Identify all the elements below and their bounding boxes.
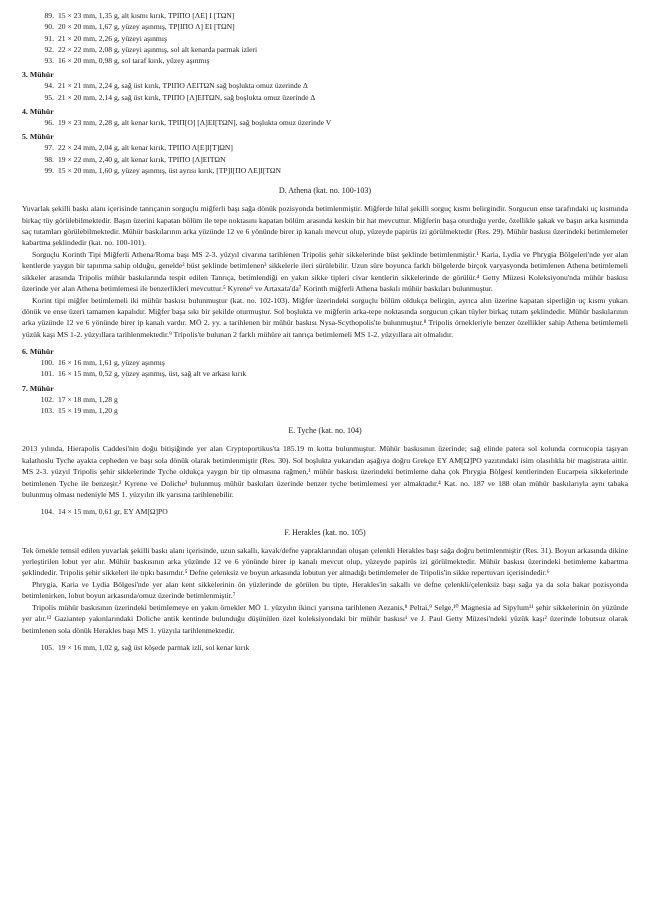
- item-text: 15 × 23 mm, 1,35 g, alt kısmı kırık, ΤΡΙΠΟ [ΛΕ] Ι [ΤΩΝ]: [58, 11, 235, 20]
- item-text: Mühür: [29, 70, 54, 80]
- item-number: 96.: [44, 118, 54, 128]
- item-text: Mühür: [29, 383, 54, 393]
- catalog-list-top: [34, 10, 628, 66]
- catalog-item: [34, 642, 628, 653]
- item-text: 19 × 16 mm, 1,02 g, sağ üst köşede parmak izli, sol kenar kırık: [58, 642, 250, 652]
- item-text: Mühür: [29, 347, 54, 357]
- catalog-item: [34, 405, 628, 416]
- item-number: 98.: [44, 154, 54, 164]
- catalog-list: [34, 506, 628, 517]
- item-number: 3.: [22, 70, 28, 80]
- item-number: 93.: [44, 56, 54, 66]
- section-title-herakles: F. Herakles (kat. no. 105): [284, 527, 366, 537]
- paragraph: 2013 yılında, Hierapolis Caddesi'nin doğu bitişiğinde yer alan Cryptoportikus'ta 185.19 m kotta bulunmuştur. Mühür baskısının üzerinde; sağ elinde patera sol kolunda cornucopia taşıyan kalathoslu Tyche ayakta cepheden ve başı sola dönük olarak betimlenmiştir (Res. 30). Sol boşlukta yukarıdan aşağıya doğru Grekçe ΕΥ ΑΜ[Ω]ΡΟ yazıtındaki isim olasılıkla bir magistrata aittir. MS 2-3. yüzyıl Tripolis şehir sikkelerinde Tyche oldukça yaygın bir tip olmasına rağmen,¹ mühür baskısı üzerindeki betimleme daha çok Phrygia Bölgesi kentlerinden Eucarpeia sikkelerinde betimlenen Tyche ile benzeşir.² Kyrene ve Doliche³ bulunmuş mühür baskıları üzerinde benzer tyche betimlemesi yer almaktadır.⁴ Kat. no. 187 ve 188 olan mühür baskılarıyla aynı tabaka bulunmuş olması nedeniyle MS 1. yüzyılın ilk yarısına tarihlenebilir.: [22, 444, 628, 499]
- item-text: Mühür: [29, 107, 54, 117]
- item-number: 103.: [40, 406, 54, 416]
- item-number: 6.: [22, 347, 28, 357]
- item-text: Mühür: [29, 132, 54, 142]
- seal-group: [22, 69, 628, 103]
- catalog-item: [34, 368, 628, 379]
- catalog-item: [34, 117, 628, 128]
- catalog-item: [34, 394, 628, 405]
- paragraph: Phrygia, Karia ve Lydia Bölgesi'nde yer alan kent sikkelerinin ön yüzlerinde de görülen bu tipte, Herakles'in sakallı ve defne çelenkli/çelenksiz başı sağa ya da sola bakar pozisyonda betimlenirken, lobut boyun arkasında/omuz üzerinde betimlenmiştir.⁷: [22, 579, 628, 601]
- item-text: 21 × 20 mm, 2,14 g, sağ üst kırık, ΤΡΙΠΟ [Λ]ΕΙΤΩΝ, sağ boşlukta omuz üzerinde Δ: [58, 92, 316, 102]
- seal-group-title: [22, 106, 628, 117]
- paragraph: Yuvarlak şekilli baskı alanı içerisinde tanrıçanın sorguçlu miğferli başı sağa dönük pozisyonda betimlenmiştir. Miğferde hilal şekilli sorguç kısmı belirgindir. Sorgucun ense tarafındaki uç kısmında birkaç tüy görülebilmektedir. Başın üzerini kapatan bölüm ile tepe noktasını kapatan bölüm arasında keskin bir hat mevcuttur. Miğferin başa oturduğu yerde, özellikle şakak ve başın arka kısmında saç tutamları görülebilmektedir. Mühür baskılarının arka yüzünde 12 ve 6 yönünde birer ip kanalı mevcut olup, yüzeyde papirüs izi görülmektedir (Res. 29). Mühür baskısı üzerindeki betimlemeler kabartma şeklindedir (kat. no. 100-101).: [22, 204, 628, 248]
- item-number: 101.: [40, 369, 54, 379]
- catalog-list: [34, 642, 628, 653]
- seal-group-title: [22, 383, 628, 394]
- item-number: 104.: [40, 507, 54, 517]
- item-text: 14 × 15 mm, 0,61 gr, ΕΥ ΑΜ[Ω]ΡΟ: [58, 507, 168, 517]
- catalog-item: [34, 21, 628, 32]
- catalog-item: [34, 357, 628, 368]
- item-text: 19 × 23 mm, 2,28 g, alt kenar kırık, ΤΡΙΠ[Ο] [Λ]ΕΙ[ΤΩΝ], sağ boşlukta omuz üzerinde V: [58, 118, 332, 128]
- catalog-item: [34, 44, 628, 55]
- document-page: [22, 10, 628, 653]
- item-number: 7.: [22, 383, 28, 393]
- item-number: 4.: [22, 107, 28, 117]
- item-number: 94.: [44, 81, 54, 91]
- catalog-item: [34, 154, 628, 165]
- item-number: 89.: [44, 11, 54, 20]
- paragraph: Sorguçlu Korinth Tipi Miğferli Athena/Roma başı MS 2-3. yüzyıl civarına tarihlenen Tripolis şehir sikkelerinde büst şeklinde betimlenmiştir.¹ Karia, Lydia ve Phrygia Bölgeleri'nde yer alan kentlerde yaygın bir tapınma sahip olduğu, genelde² büst şeklinde betimlenen³ sikkelerle ileri sürülebilir. Uzun süre boyunca farklı bölgelerde birçok varyasyonda betimlenen Athena betimlemeli sikkeler arasında Tripolis mühür baskılarında tespit edilen Tanrıça, betimlendiği en yakın sikke tipleri civar kentlerin sikkelerinde de görülür.⁴ Getty Müzesi Koleksiyonu'nda mühür baskısı üzerinde yer alan Athena betimlemesi ile benzerlikleri mevcuttur.⁵ Kyrene⁶ ve Artaxata'da⁷ Korinth miğferli Athena baskılı mühür baskıları bulunmuştur.: [22, 249, 628, 294]
- section-title-tyche: E. Tyche (kat. no. 104): [288, 426, 362, 436]
- item-text: 16 × 16 mm, 1,61 g, yüzey aşınmış: [58, 358, 165, 368]
- catalog-item: [34, 92, 628, 103]
- seal-group-title: [22, 131, 628, 142]
- item-text: 17 × 18 mm, 1,28 g: [58, 394, 118, 404]
- item-number: 99.: [44, 165, 54, 175]
- seal-group: [22, 106, 628, 128]
- seal-group: [22, 383, 628, 417]
- item-number: 92.: [44, 44, 54, 54]
- item-text: 22 × 24 mm, 2,04 g, alt kenar kırık, ΤΡΙΠΟ Λ[Ε]Ι[Τ]ΩΝ]: [58, 143, 233, 153]
- item-text: 21 × 21 mm, 2,24 g, sağ üst kırık, ΤΡΙΠΟ ΛΕΙΤΩΝ sağ boşlukta omuz üzerinde Δ: [58, 81, 308, 91]
- seal-group: [22, 131, 628, 176]
- catalog-item: [34, 506, 628, 517]
- item-number: 95.: [44, 92, 54, 102]
- item-text: 21 × 20 mm, 2,26 g, yüzeyi aşınmış: [58, 33, 167, 43]
- item-number: 105.: [40, 642, 54, 652]
- seal-group-title: [22, 69, 628, 80]
- section-title-athena: D. Athena (kat. no. 100-103): [278, 186, 372, 196]
- catalog-item: [34, 33, 628, 44]
- catalog-item: [34, 55, 628, 66]
- seal-group-title: [22, 346, 628, 357]
- item-number: 102.: [40, 394, 54, 404]
- paragraph: Tripolis mühür baskısının üzerindeki betimlemeye en yakın örnekler MÖ 1. yüzyılın ikinci yarısına tarihlenen Aezanis,⁸ Peltai,⁹ Selge,¹⁰ Magnesia ad Sipylum¹¹ şehir sikkelerinin ön yüzünde yer alır.¹² Gaziantep yakınlarındaki Doliche antik kentinde bulunduğu düşünülen özel koleksiyondaki bir mühür baskısı¹ ve J. Paul Getty Müzesi'ndeki yüzük kaşı² üzerinde lobutsuz olarak betimlenen sola dönük Herakles başı MS 1. yüzyıla tarihlenmektedir.: [22, 602, 628, 635]
- item-text: 15 × 20 mm, 1,60 g, yüzey aşınmış, üst ayrısı kırık, [ΤΡ]Ι[ΠΟ ΛΕ]Ι[ΤΩΝ: [58, 165, 282, 175]
- item-text: 16 × 15 mm, 0,52 g, yüzey aşınmış, üst, sağ alt ve arkası kırık: [58, 369, 247, 379]
- catalog-item: [34, 165, 628, 176]
- item-text: 22 × 22 mm, 2,08 g, yüzeyi aşınmış, sol alt kenarda parmak izleri: [58, 44, 258, 54]
- item-number: 97.: [44, 143, 54, 153]
- catalog-item: [34, 142, 628, 153]
- item-number: 91.: [44, 33, 54, 43]
- paragraph: Korint tipi miğfer betimlemeli iki mühür baskısı bulunmuştur (kat. no. 102-103). Miğfer üzerindeki sorguçlu bölüm oldukça belirgin, ayrıca alın üzerine kapatan siperliğin uç kısmı yukarı dönük ve ense üzeri tamamen kapalıdır. Miğfer başa sıkı bir şekilde oturmuştur. Sol boşlukta ve miğferin arka-tepe noktasında sorgucun çıkan tüyler birkaç tutam şeklindedir. Mühür baskılarının arka yüzünde 12 ve 6 yönünde birer ip kanalı vardır. MÖ 2. yy. a tarihlenen bir mühür baskısı Nysa-Scythopolis'te bulunmuştur.⁸ Tripolis örnekleriyle benzer özellikler sahip Athena betimlemeli yüzük kaşı MS 1-2. yüzyıllara tarihlenmektedir.⁹ Tripolis'te bulunan 2 farklı mühüre ait tanrıça betimlemeli MS 1-2. yüzyıllara ait olmalıdır.: [22, 295, 628, 339]
- item-text: 15 × 19 mm, 1,20 g: [58, 406, 118, 416]
- catalog-item: [34, 80, 628, 91]
- paragraph: Tek örnekle temsil edilen yuvarlak şekilli baskı alanı içerisinde, uzun sakallı, kavak/defne yapraklarından oluşan çelenkli Herakles başı sağa doğru betimlenmiştir (Res. 31). Boyun arkasında dikine yerleştirilen lobut yer alır. Mühür baskısının arka yüzünde 12 ve 6 yönünde birer ip kanalı mevcut olup, yüzeyde papirüs izi görülmektedir. Mühür baskısı üzerindeki betimleme kabartma şeklindedir. Tripolis şehir sikkeleri ile tıpkı basımdır.⁵ Defne çelenksiz ve boyun arkasında lobutun yer almadığı betimlemeler de Tripolis'in sikke repertuvarı içerisindedir.⁶: [22, 545, 628, 578]
- catalog-item: [34, 10, 628, 21]
- item-text: 19 × 22 mm, 2,40 g, alt kenar kırık, ΤΡΙΠΟ [Λ]ΕΙΤΩΝ: [58, 154, 226, 164]
- item-number: 90.: [44, 22, 54, 32]
- item-number: 5.: [22, 132, 28, 142]
- item-text: 16 × 20 mm, 0,98 g, sol taraf kırık, yüzey aşınmış: [58, 56, 210, 66]
- item-number: 100.: [40, 358, 54, 368]
- item-text: 20 × 20 mm, 1,67 g, yüzey aşınmış, ΤΡ[ΙΠΟ Λ] ΕΙ [ΤΩΝ]: [58, 22, 235, 32]
- seal-group: [22, 346, 628, 380]
